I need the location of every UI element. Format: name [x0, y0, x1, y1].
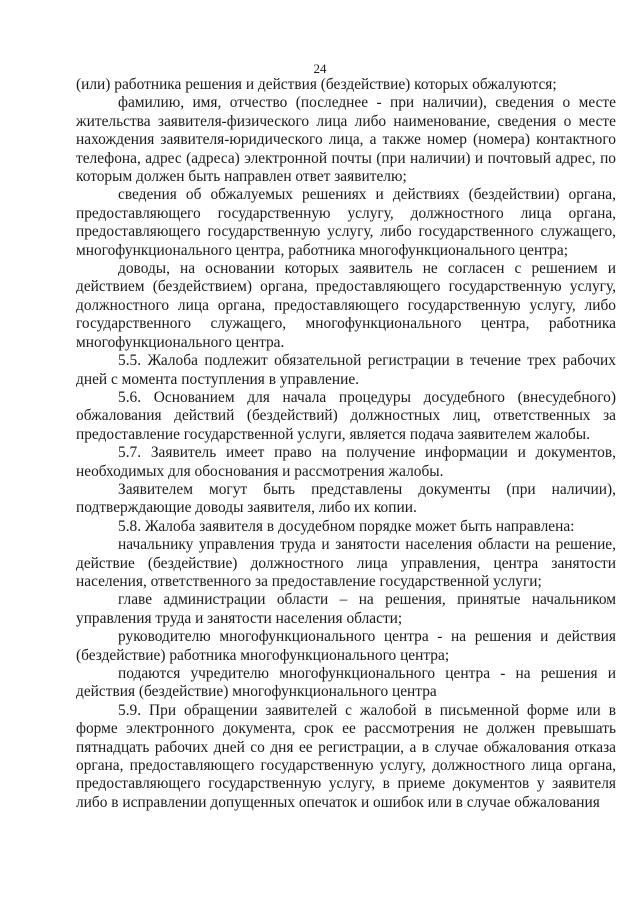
paragraph: (или) работника решения и действия (бездействие) которых обжалуются;: [76, 76, 557, 93]
document-body: [76, 76, 616, 812]
page-number: 24: [313, 61, 327, 76]
paragraph: 5.9. При обращении заявителей с жалобой в письменной форме или в форме электронного документа, срок ее рассмотрения не должен превышать пятнадцать рабочих дней со дня ее регистрации, а в случае обжалования отказа органа, предоставляющего государственную услугу, должностного лица органа, предоставляющего государственную услугу, в приеме документов у заявителя либо в исправлении допущенных опечаток и ошибок или в случае обжалования: [76, 701, 616, 811]
paragraph: руководителю многофункционального центра - на решения и действия (бездействие) работника многофункционального центра;: [76, 628, 616, 664]
paragraph: главе администрации области – на решения, принятые начальником управления труда и занятости населения области;: [76, 591, 616, 627]
paragraph: фамилию, имя, отчество (последнее - при наличии), сведения о месте жительства заявителя-физического лица либо наименование, сведения о месте нахождения заявителя-юридического лица, а также номер (номера) контактного телефона, адрес (адреса) электронной почты (при наличии) и почтовый адрес, по которым должен быть направлен ответ заявителю;: [76, 94, 616, 186]
paragraph: 5.6. Основанием для начала процедуры досудебного (внесудебного) обжалования действий (бездействий) должностных лиц, ответственных за предоставление государственной услуги, является подача заявителем жалобы.: [76, 388, 616, 443]
paragraph: Заявителем могут быть представлены документы (при наличии), подтверждающие доводы заявителя, либо их копии.: [76, 480, 616, 517]
paragraph: сведения об обжалуемых решениях и действиях (бездействии) органа, предоставляющего государственную услугу, должностного лица органа, предоставляющего государственную услугу, либо государственного служащего, многофункционального центра, работника многофункционального центра;: [76, 186, 616, 259]
paragraph: 5.8. Жалоба заявителя в досудебном порядке может быть направлена:: [118, 517, 575, 535]
paragraph: подаются учредителю многофункционального центра - на решения и действия (бездействие) многофункционального центра: [76, 665, 616, 701]
paragraph: начальнику управления труда и занятости населения области на решение, действие (бездействие) должностного лица управления, центра занятости населения, ответственного за предоставление государственной услуги;: [76, 536, 616, 590]
paragraph: 5.7. Заявитель имеет право на получение информации и документов, необходимых для обоснования и рассмотрения жалобы.: [76, 444, 616, 480]
paragraph: 5.5. Жалоба подлежит обязательной регистрации в течение трех рабочих дней с момента поступления в управление.: [76, 352, 616, 388]
paragraph: доводы, на основании которых заявитель не согласен с решением и действием (бездействием) органа, предоставляющего государственную услугу, должностного лица органа, предоставляющего государственную услугу, либо государственного служащего, многофункционального центра, работника многофункционального центра.: [76, 260, 616, 351]
